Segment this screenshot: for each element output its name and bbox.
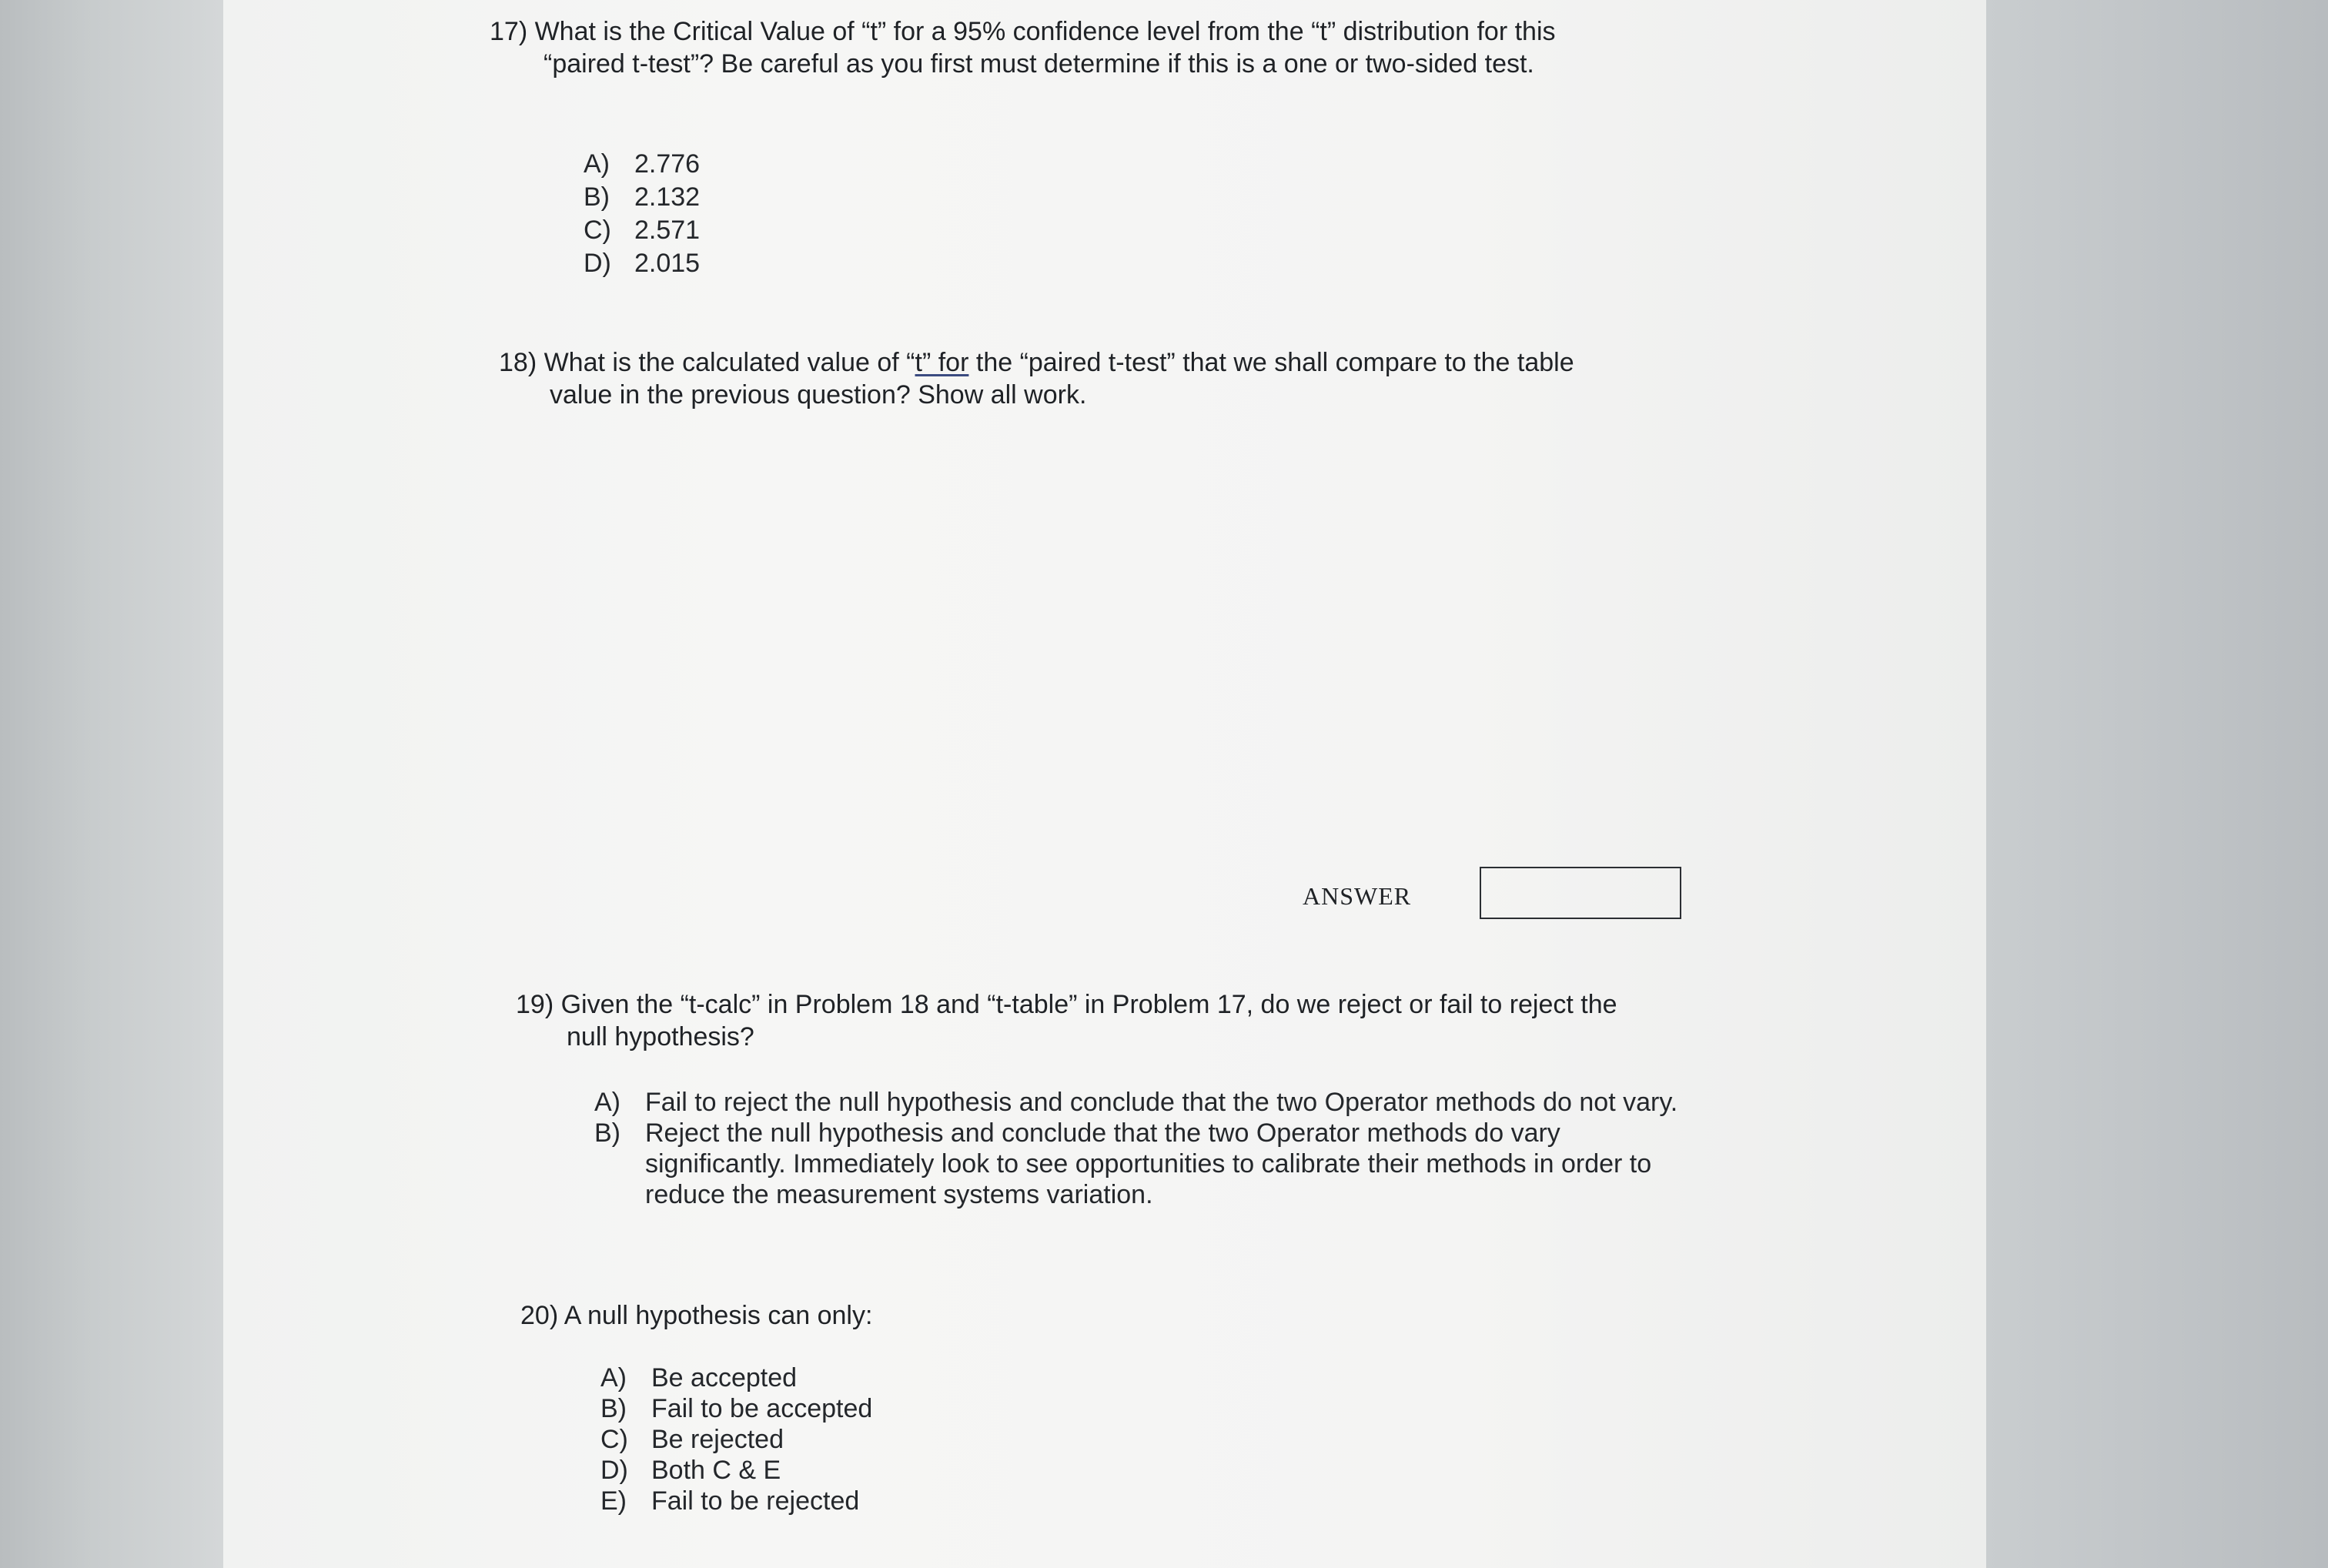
option-a xyxy=(584,148,700,181)
option-letter: A) xyxy=(600,1363,627,1392)
question-number: 18) xyxy=(499,348,537,377)
option-text: Be accepted xyxy=(651,1363,798,1392)
option-d xyxy=(584,247,700,280)
question-19-options xyxy=(594,1087,1700,1210)
option-text: Fail to be rejected xyxy=(651,1486,860,1516)
option-c xyxy=(584,214,700,247)
option-b xyxy=(584,181,700,214)
option-letter: B) xyxy=(584,182,610,212)
option-letter: A) xyxy=(584,149,610,179)
option-a xyxy=(594,1087,1700,1118)
question-number: 19) xyxy=(516,990,554,1019)
question-18 xyxy=(499,346,1574,411)
question-text-line2: null hypothesis? xyxy=(567,1022,754,1051)
option-text: Reject the null hypothesis and conclude that the two Operator methods do vary significantly. Immediately look to see opportunities to calibrate their methods in order to reduce the measurement systems variation. xyxy=(645,1118,1652,1209)
background-surface xyxy=(1986,0,2328,1568)
answer-label: ANSWER xyxy=(1303,882,1412,910)
question-text: A null hypothesis can only: xyxy=(564,1301,873,1330)
option-text: Fail to reject the null hypothesis and conclude that the two Operator methods do not vary. xyxy=(645,1088,1678,1117)
option-text: 2.015 xyxy=(634,249,701,278)
option-text: 2.571 xyxy=(634,216,701,245)
question-20 xyxy=(520,1299,872,1332)
question-19 xyxy=(516,988,1617,1053)
option-letter: D) xyxy=(584,249,611,278)
option-letter: E) xyxy=(600,1486,627,1516)
option-d xyxy=(600,1455,872,1486)
option-text: Be rejected xyxy=(651,1425,784,1454)
question-text-line2: “paired t-test”? Be careful as you first must determine if this is a one or two-sided test. xyxy=(544,49,1534,79)
worksheet-page xyxy=(223,0,1986,1568)
option-letter: D) xyxy=(600,1456,628,1485)
option-text: Both C & E xyxy=(651,1456,781,1485)
question-text-line1: What is the Critical Value of “t” for a 95% confidence level from the “t” distribution for this xyxy=(534,17,1556,46)
question-text-link: t” for xyxy=(915,348,969,377)
question-text-line1-start: What is the calculated value of “ xyxy=(544,348,915,377)
option-text: 2.776 xyxy=(634,149,701,179)
option-letter: C) xyxy=(600,1425,628,1454)
option-text: Fail to be accepted xyxy=(651,1394,873,1423)
option-a xyxy=(600,1362,872,1393)
option-e xyxy=(600,1486,872,1516)
question-text-line1: Given the “t-calc” in Problem 18 and “t-table” in Problem 17, do we reject or fail to reject the xyxy=(560,990,1617,1019)
option-b xyxy=(594,1118,1700,1210)
question-text-line2: value in the previous question? Show all work. xyxy=(550,380,1087,410)
option-letter: A) xyxy=(594,1088,620,1117)
question-number: 20) xyxy=(520,1301,559,1330)
option-text: 2.132 xyxy=(634,182,701,212)
question-number: 17) xyxy=(490,17,528,46)
question-20-options xyxy=(600,1362,872,1516)
question-17-options xyxy=(584,148,700,280)
option-letter: B) xyxy=(600,1394,627,1423)
option-letter: C) xyxy=(584,216,611,245)
option-b xyxy=(600,1393,872,1424)
question-17 xyxy=(490,15,1556,80)
option-letter: B) xyxy=(594,1118,620,1148)
question-text-line1-end: the “paired t-test” that we shall compare to the table xyxy=(968,348,1574,377)
option-c xyxy=(600,1424,872,1455)
answer-box[interactable] xyxy=(1480,867,1681,919)
